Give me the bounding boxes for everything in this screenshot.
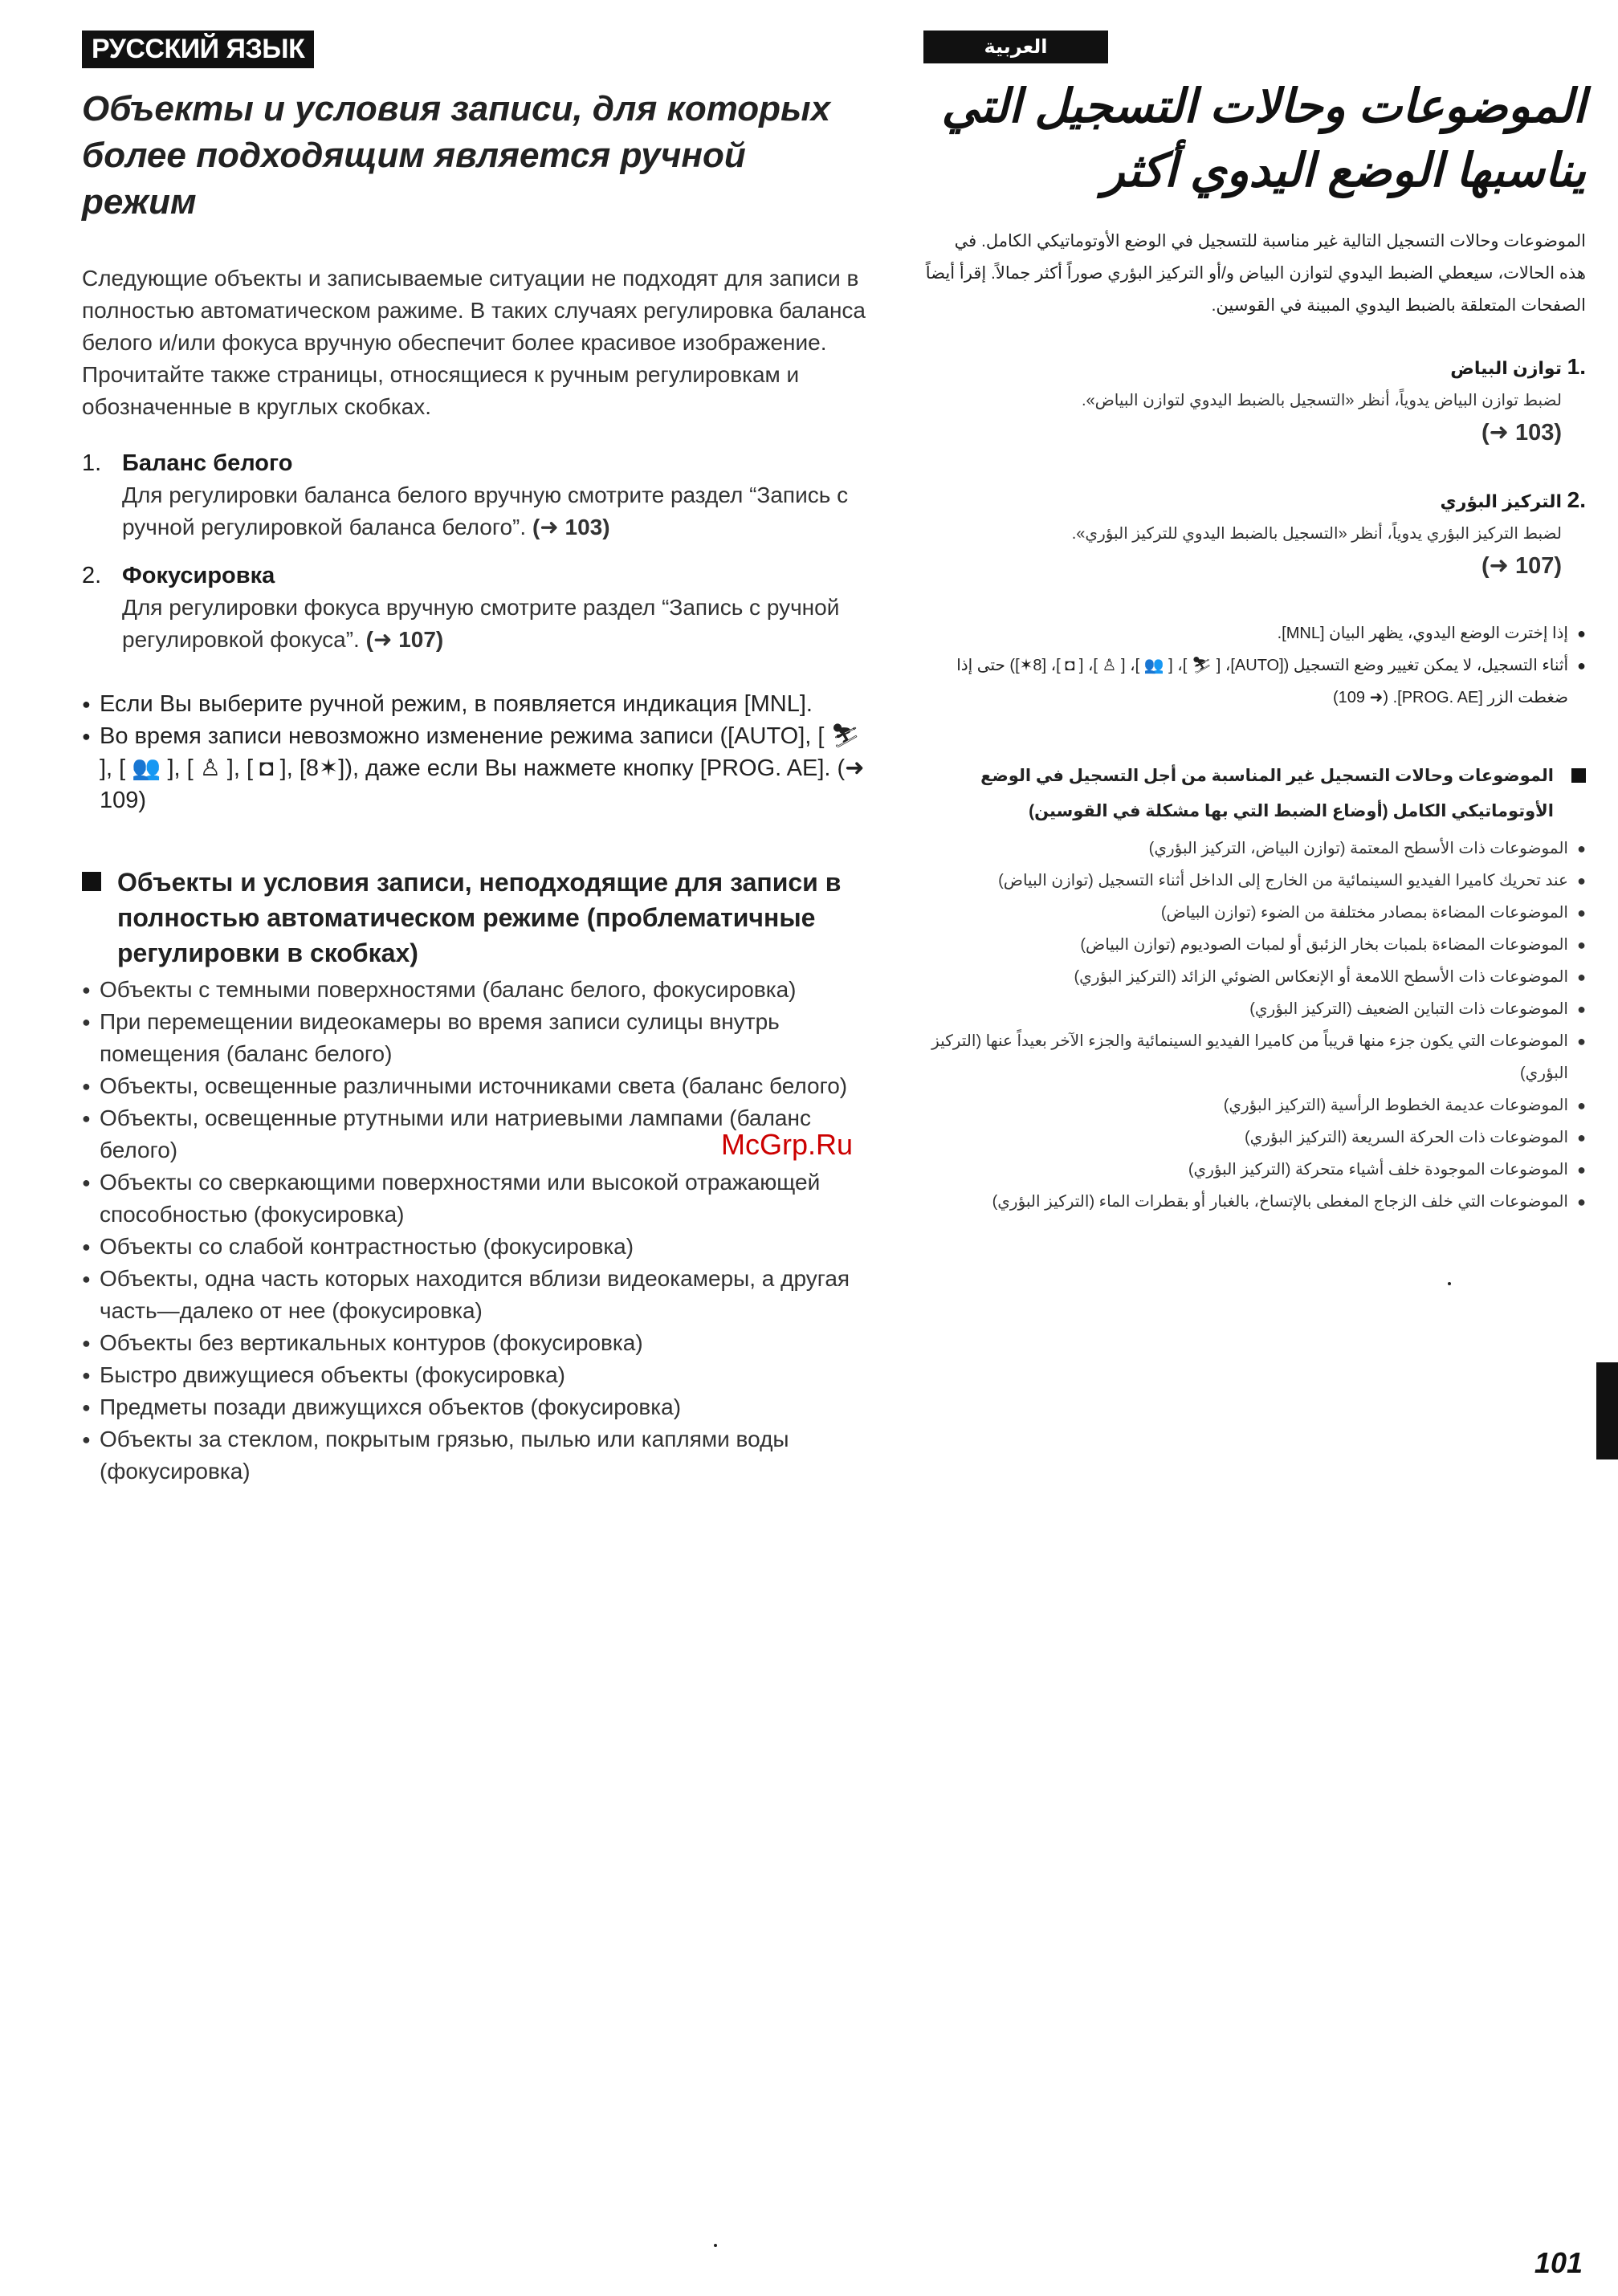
watermark: McGrp.Ru bbox=[721, 1128, 854, 1161]
list-item: ● أثناء التسجيل، لا يمكن تغيير وضع التسجيل ([AUTO]، [ ⛷ ]، [ 👥 ]، [ ♙ ]، [ ◘ ]، [8✶]) حتى إذا ضغطت الزر [PROG. AE]. (➜ 109) bbox=[923, 649, 1586, 714]
list-item: ● الموضوعات المضاءة بمصادر مختلفة من الضوء (توازن البياض) bbox=[923, 897, 1586, 929]
list-item: ● عند تحريك كاميرا الفيديو السينمائية من الخارج إلى الداخل أثناء التسجيل (توازن البياض) bbox=[923, 865, 1586, 897]
item-body: لضبط التركيز البؤري يدوياً، أنظر «التسجيل بالضبط اليدوي للتركيز البؤري». bbox=[1071, 525, 1562, 543]
scan-speck bbox=[714, 2244, 717, 2247]
list-item: ● Во время записи невозможно изменение режима записи ([AUTO], [ ⛷ ], [ 👥 ], [ ♙ ], [ ◘ ], [8✶]), даже если Вы нажмете кнопку [PROG. AE]. (➜ 109) bbox=[82, 720, 869, 816]
list-item: ● الموضوعات ذات الأسطح اللامعة أو الإنعكاس الضوئي الزائد (التركيز البؤري) bbox=[923, 961, 1586, 993]
item-heading: Фокусировка bbox=[122, 563, 275, 588]
unsuitable-subjects-list-arabic bbox=[923, 833, 1586, 1218]
intro-paragraph-arabic: الموضوعات وحالات التسجيل التالية غير مناسبة للتسجيل في الوضع الأوتوماتيكي الكامل. في هذه الحالات، سيعطي الضبط اليدوي لتوازن البياض و/أو التركيز البؤري صوراً أكثر جمالاً. إقرأ أيضاً الصفحات المتعلقة بالضبط اليدوي المبينة في القوسين. bbox=[925, 232, 1586, 315]
numbered-item-white-balance-arabic bbox=[923, 351, 1586, 449]
list-item: ● الموضوعات ذات التباين الضعيف (التركيز البؤري) bbox=[923, 993, 1586, 1025]
intro-paragraph-russian: Следующие объекты и записываемые ситуации не подходят для записи в полностью автоматическом ражиме. В таких случаях регулировка баланса белого и/или фокуса вручную обеспечит более красивое изображение. Прочитайте также страницы, относящиеся к ручным регулировкам и обозначенные в круглых скобках. bbox=[82, 266, 866, 419]
item-number: .2 bbox=[1567, 487, 1586, 512]
language-label-arabic: العربية bbox=[923, 31, 1108, 63]
list-item: ● الموضوعات التي خلف الزجاج المغطى بالإتساخ، بالغبار أو بقطرات الماء (التركيز البؤري) bbox=[923, 1186, 1586, 1218]
section-heading-arabic: الموضوعات وحالات التسجيل غير المناسبة من أجل التسجيل في الوضع الأوتوماتيكي الكامل (أوضاع الضبط التي بها مشكلة في القوسين) bbox=[923, 759, 1586, 829]
item-heading: Баланс белого bbox=[122, 450, 293, 476]
list-item: ● الموضوعات عديمة الخطوط الرأسية (التركيز البؤري) bbox=[923, 1089, 1586, 1122]
square-bullet-icon bbox=[82, 872, 101, 891]
list-item: ● الموضوعات ذات الحركة السريعة (التركيز البؤري) bbox=[923, 1122, 1586, 1154]
list-item: ● الموضوعات ذات الأسطح المعتمة (توازن البياض، التركيز البؤري) bbox=[923, 833, 1586, 865]
page-title-arabic: الموضوعات وحالات التسجيل التي يناسبها الوضع اليدوي أكثر bbox=[941, 80, 1586, 197]
item-number: .1 bbox=[1567, 354, 1586, 379]
page-reference: (➜ 107) bbox=[1481, 553, 1562, 579]
item-body: Для регулировки фокуса вручную смотрите раздел “Запись с ручной регулировкой фокуса”. bbox=[122, 595, 840, 652]
notes-list-russian bbox=[82, 688, 869, 816]
edge-index-tab bbox=[1596, 1362, 1618, 1459]
list-item: ● Объекты без вертикальных контуров (фокусировка) bbox=[82, 1327, 869, 1359]
numbered-item-focus-arabic bbox=[923, 484, 1586, 582]
item-body: Для регулировки баланса белого вручную смотрите раздел “Запись с ручной регулировкой баланса белого”. bbox=[122, 482, 849, 539]
list-item: ● إذا إخترت الوضع اليدوي، يظهر البيان [MNL]. bbox=[923, 617, 1586, 649]
page-reference: (➜ 103) bbox=[532, 515, 610, 539]
page-title-russian: Объекты и условия записи, для которых более подходящим является ручной режим bbox=[82, 89, 831, 222]
notes-list-arabic bbox=[923, 617, 1586, 714]
list-item: ● Если Вы выберите ручной режим, в появляется индикация [MNL]. bbox=[82, 688, 869, 720]
square-bullet-icon bbox=[1571, 768, 1586, 783]
item-number: 1. bbox=[82, 450, 102, 476]
numbered-item-focus bbox=[82, 560, 869, 656]
list-item: ● الموضوعات المضاءة بلمبات بخار الزئبق أو لمبات الصوديوم (توازن البياض) bbox=[923, 929, 1586, 961]
list-item: ● Объекты, освещенные ртутными или натриевыми лампами (баланс белого) bbox=[82, 1102, 869, 1166]
scan-speck bbox=[1448, 1282, 1451, 1285]
list-item: ● الموضوعات التي يكون جزء منها قريباً من كاميرا الفيديو السينمائية والجزء الآخر بعيداً عنها (التركيز البؤري) bbox=[923, 1025, 1586, 1089]
list-item: ● При перемещении видеокамеры во время записи сулицы внутрь помещения (баланс белого) bbox=[82, 1006, 869, 1070]
arabic-column bbox=[923, 31, 1586, 1218]
russian-column bbox=[82, 31, 869, 1488]
list-item: ● Объекты за стеклом, покрытым грязью, пылью или каплями воды (фокусировка) bbox=[82, 1423, 869, 1488]
list-item: ● Объекты со сверкающими поверхностями или высокой отражающей способностью (фокусировка) bbox=[82, 1166, 869, 1231]
page-number: 101 bbox=[1534, 2246, 1583, 2279]
language-label-russian: РУССКИЙ ЯЗЫК bbox=[82, 31, 314, 68]
item-heading: التركيز البؤري bbox=[1440, 491, 1562, 511]
item-number: 2. bbox=[82, 563, 102, 588]
list-item: ● Объекты с темными поверхностями (баланс белого, фокусировка) bbox=[82, 974, 869, 1006]
list-item: ● الموضوعات الموجودة خلف أشياء متحركة (التركيز البؤري) bbox=[923, 1154, 1586, 1186]
page-reference: (➜ 103) bbox=[1481, 420, 1562, 446]
item-body: لضبط توازن البياض يدوياً، أنظر «التسجيل بالضبط اليدوي لتوازن البياض». bbox=[1081, 392, 1562, 409]
list-item: ● Быстро движущиеся объекты (фокусировка) bbox=[82, 1359, 869, 1391]
numbered-item-white-balance bbox=[82, 447, 869, 543]
list-item: ● Объекты, освещенные различными источниками света (баланс белого) bbox=[82, 1070, 869, 1102]
item-heading: توازن البياض bbox=[1450, 358, 1562, 378]
page-reference: (➜ 107) bbox=[365, 627, 444, 652]
list-item: ● Объекты, одна часть которых находится вблизи видеокамеры, а другая часть—далеко от нее (фокусировка) bbox=[82, 1263, 869, 1327]
list-item: ● Объекты со слабой контрастностью (фокусировка) bbox=[82, 1231, 869, 1263]
list-item: ● Предметы позади движущихся объектов (фокусировка) bbox=[82, 1391, 869, 1423]
unsuitable-subjects-list-russian bbox=[82, 974, 869, 1488]
section-heading-russian: Объекты и условия записи, неподходящие для записи в полностью автоматическом режиме (проблематичные регулировки в скобках) bbox=[82, 865, 869, 971]
